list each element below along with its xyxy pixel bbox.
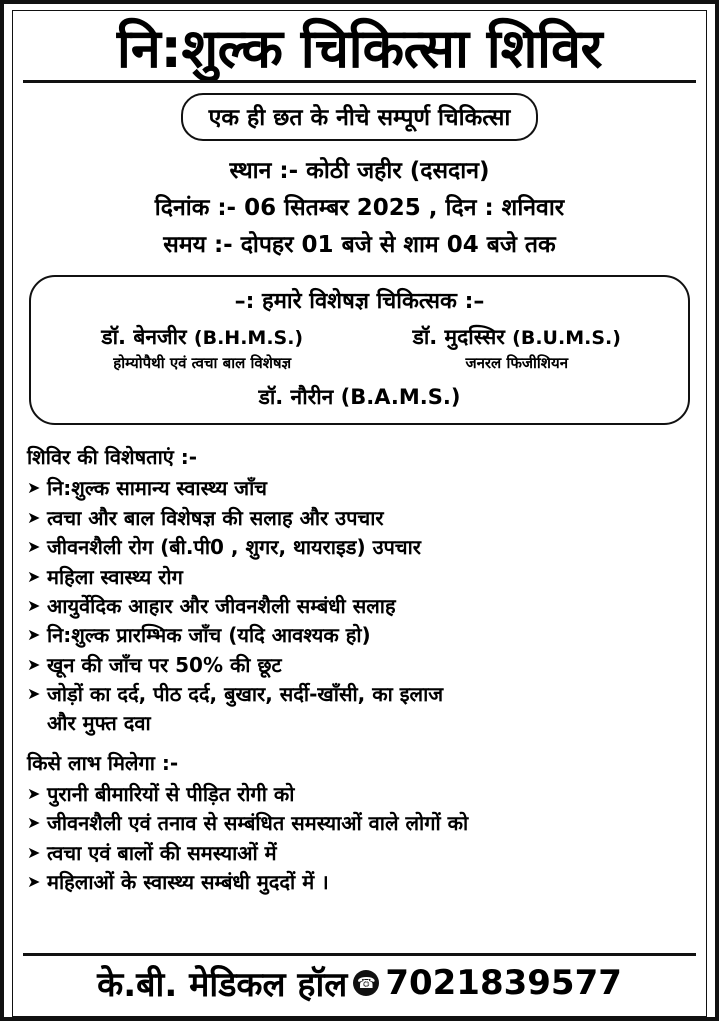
list-item: [25, 651, 694, 679]
arrow-bullet-icon: ➤: [27, 813, 41, 833]
phone-icon: ☎: [353, 970, 379, 996]
arrow-bullet-icon: ➤: [27, 684, 41, 704]
page-title: नि:शुल्क चिकित्सा शिविर: [116, 17, 603, 80]
doctor-degree-2: (B.U.M.S.): [512, 327, 621, 350]
list-item-label: नि:शुल्क प्रारम्भिक जाँच (यदि आवश्यक हो): [47, 623, 371, 648]
list-item: [25, 504, 694, 532]
beneficiaries-title: किसे लाभ मिलेगा :-: [27, 750, 179, 775]
phone-number[interactable]: 7021839577: [385, 963, 622, 1003]
doctor-name-text-3: डॉ. नौरीन: [258, 385, 334, 410]
subtitle-pill: एक ही छत के नीचे सम्पूर्ण चिकित्सा: [181, 93, 539, 141]
doctor-speciality-2: जनरल फिजीशियन: [465, 354, 569, 373]
doctor-degree-3: (B.A.M.S.): [340, 385, 461, 410]
detail-date: दिनांक :- 06 सितम्बर 2025 , दिन : शनिवार: [154, 194, 565, 221]
arrow-bullet-icon: ➤: [27, 507, 41, 527]
doctors-heading: –: हमारे विशेषज्ञ चिकित्सक :–: [234, 289, 485, 315]
footer: [23, 953, 696, 1008]
subtitle-container: [23, 93, 696, 141]
list-item-label: महिलाओं के स्वास्थ्य सम्बंधी मुददों में ।: [47, 870, 329, 895]
doctor-name-text-2: डॉ. मुदस्सिर: [412, 325, 505, 350]
list-item: [25, 839, 694, 867]
list-item-label: जीवनशैली रोग (बी.पी0 , शुगर, थायराइड) उपचार: [47, 535, 421, 560]
list-item: [25, 809, 694, 837]
list-item-label: पुरानी बीमारियों से पीड़ित रोगी को: [47, 781, 295, 806]
doctor-name-1: [45, 323, 360, 351]
doctor-name-2: [360, 323, 675, 351]
list-item-label-continuation: और मुफ्त दवा: [47, 710, 151, 735]
arrow-bullet-icon: ➤: [27, 596, 41, 616]
list-item: [25, 474, 694, 502]
list-item: [25, 680, 694, 737]
beneficiaries-section: [25, 745, 694, 903]
list-item: [25, 563, 694, 591]
doctor-card-2: [360, 323, 675, 373]
list-item-label: नि:शुल्क सामान्य स्वास्थ्य जाँच: [47, 476, 267, 501]
features-section: [25, 439, 694, 743]
beneficiaries-list: [25, 780, 694, 897]
list-item-label: खून की जाँच पर 50% की छूट: [47, 652, 282, 677]
poster-inner-frame: [12, 10, 707, 1017]
detail-time: समय :- दोपहर 01 बजे से शाम 04 बजे तक: [163, 231, 556, 258]
list-item-label: जीवनशैली एवं तनाव से सम्बंधित समस्याओं वाले लोगों को: [47, 811, 469, 836]
doctors-row: [45, 323, 674, 373]
list-item-label: त्वचा एवं बालों की समस्याओं में: [47, 840, 277, 865]
arrow-bullet-icon: ➤: [27, 842, 41, 862]
features-list: [25, 474, 694, 737]
doctors-box: [29, 275, 690, 425]
detail-place: स्थान :- कोठी जहीर (दसदान): [229, 158, 490, 185]
title-divider: [23, 80, 696, 83]
list-item-label: आयुर्वेदिक आहार और जीवनशैली सम्बंधी सलाह: [47, 594, 396, 619]
arrow-bullet-icon: ➤: [27, 537, 41, 557]
list-item: [25, 533, 694, 561]
doctor-card-3: [45, 383, 674, 411]
list-item: [25, 592, 694, 620]
list-item: [25, 621, 694, 649]
doctor-card-1: [45, 323, 360, 373]
list-item-label: महिला स्वास्थ्य रोग: [47, 564, 183, 589]
event-details: [23, 153, 696, 263]
doctor-speciality-1: होम्योपैथी एवं त्वचा बाल विशेषज्ञ: [113, 354, 292, 373]
arrow-bullet-icon: ➤: [27, 783, 41, 803]
footer-contact: [23, 960, 696, 1008]
shop-name: के.बी. मेडिकल हॉल: [97, 965, 348, 1005]
arrow-bullet-icon: ➤: [27, 478, 41, 498]
doctor-name-text-1: डॉ. बेनजीर: [101, 325, 187, 350]
list-item: [25, 868, 694, 896]
list-item: [25, 780, 694, 808]
arrow-bullet-icon: ➤: [27, 654, 41, 674]
arrow-bullet-icon: ➤: [27, 566, 41, 586]
list-item-label: त्वचा और बाल विशेषज्ञ की सलाह और उपचार: [47, 505, 384, 530]
doctor-degree-1: (B.H.M.S.): [193, 327, 304, 350]
arrow-bullet-icon: ➤: [27, 625, 41, 645]
list-item-label: जोड़ों का दर्द, पीठ दर्द, बुखार, सर्दी-खाँसी, का इलाज: [47, 682, 444, 707]
features-title: शिविर की विशेषताएं :-: [27, 445, 198, 470]
arrow-bullet-icon: ➤: [27, 872, 41, 892]
